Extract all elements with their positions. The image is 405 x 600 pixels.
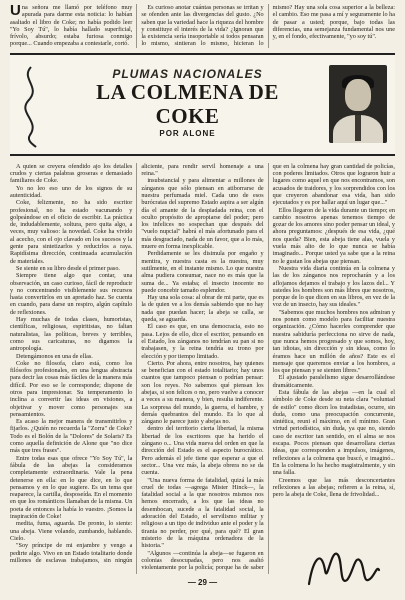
- article-paragraph: Ellos llegaron de la vida durante un tiempo; en cambio nosotros apenas tenemos tiempo de gozar de los amores sino poder pensar un ideal, y ahora preguntamos: ¿después de esa vida, ¿qué nos queda? Bien, esta abeja tiene alas, vuela y vuela más alto de lo que nunca se había imaginado... Porque usted ya sabe que a la reina no le gustan los abejas que piensan.: [272, 206, 395, 265]
- drop-cap: U: [10, 2, 21, 19]
- article-paragraph: El ajustado paralelismo sigue desarrollándose dramáticamente.: [272, 374, 395, 389]
- article-paragraph: Es acaso la mejor manera de transmitirlos y fijarlos. ¿Quién no recuerda la "Zorra" de Coke? Todo es el Bolón de la "Dolores" de Solaris? Es como aquella definición de Alone que "no dice más que tres frases".: [10, 418, 133, 455]
- article-paragraph: Hay muchas de todas clases, humoristas, científicas, religiosas, espiritistas, no faltan naturalistas, las políticas, breves y terribles, como sus caricaturas, no digamos la antropología.: [10, 316, 133, 353]
- article-paragraph: Coke no filosofa, claro está, como los filósofos profesionales, en una lengua abstracta para decir las cosas más fáciles de la manera más difícil. Por eso se le corresponde; dispone de otros para impresionar. Su temperamento lo inclina a convertir las ideas en visiones, a objetivar y mover como personajes sus pensamientos.: [10, 359, 133, 418]
- article-paragraph: Coke, felizmente, no ha sido escritor profesional, no ha estado vacunando y golpeándose en el oficio de escribir. La práctica de, indudablemente, soltura, pero quita algo, a veces, muy valioso: la novedad. Coke ha vivido al acecho, con el ojo clavado en los sucesos y la gente para sintetizarlos y reducirlos a raya. Rapidísima dirección, continuada acumulación de materiales.: [10, 199, 133, 265]
- article-paragraph: Hay una sola cosa: al obrar de mi parte, que es la de quien ve a los demás sabiendo que no hay nada que puedan hacer; la abeja se calla, se queda, se aguarda.: [141, 294, 264, 324]
- handwritten-flourish-icon: [16, 63, 46, 149]
- article-paragraph: "Algunos —continúa la abeja—se fugaron en colonias desocupadas, pero nos asaltó violentamente por la policía; porque ha de saber que en la colmena hay gran cantidad de policías, con poderes limitados. Otros que lograron huir a lugares como aquel en que nos encontramos, son acusados de traidores, y los sorprendidos con los que creyeron abandonar esa vida, han sido ejecutados y es por hallar aquí un lugar que...": [141, 162, 395, 572]
- article-paragraph: Entre todas esas que ofrece "Yo Soy Tú", la fábula de las abejas la consideramos completamente extraordinaria. Vale la pena detenerse en ella: en lo que dice, en lo que pensamos y en lo que sugiere. Es un tema que reaparece, la cartilla, desposeída. En el momento en que los románticos llamaban de la misma. Un poeta de entonces la había lo vuestro. ¡Somos la inspiración de Coke!: [10, 454, 133, 521]
- article-paragraph: Se siente en su libro desde el primer paso.: [16, 264, 120, 272]
- article-paragraph: "Sabemos que muchos hombres nos admiran y nos ponen como modelo para facilitar nuestra organización. ¿Cómo hacerles comprender que nuestra sabiduría perfecciona no sirve de nada, que nunca hemos progresado y que somos, hoy, tan idiotas, sin dirección y sin ideas, como lo éramos hace un millón de años? Este es el mensaje que queremos enviar a los hombres, a los que piensan y se sienten libres.": [272, 308, 395, 375]
- article-paragraph: Perdidamente se les disimula por engaño y mentira, y nuestra casta es la nuestra, muy sutilmente, en el instante mismo. Lo que nuestra alma pudiera consumar, nace no es más que la suma de... Ya estaba; el insecto inocente no puede concebir tamaño esplendor.: [141, 250, 264, 294]
- byline: POR ALONE: [159, 128, 216, 138]
- page-number: — 29 —: [187, 578, 218, 587]
- article-paragraph: Nuestra vida diaria continúa en la colmena y las de los zánganos nos reprocharán y a los aflojamos dejamos el trabajo y los lazos del... Y ustedes los hombres son más libres que nosotros, porque de lo que dicen en sus libros, en vez de la voz de un insecto, hay sus ideales.": [272, 264, 395, 309]
- article-paragraph: Siempre tiene algo que contar, una observación, un caso curioso, fácil de reproducir y no concentrando visiblemente sus recursos hasta convertirlos en un apretado haz. Se cuenta en cuando, para darse un respiro, algún capítulo de reflexiones.: [10, 272, 133, 316]
- headline-line-1: LA COLMENA DE: [96, 79, 279, 104]
- article-paragraph: El caso es que, en una democracia, esto no pasa. Lejos de ello, dice el escritor, pensando en el Estado, los zánganos no tendrían su pan si no trabajasen, y la reina tendría su trono por elección y por tiempo limitado.: [141, 323, 264, 360]
- article-paragraph: medita, fuma, aguarda. De pronto, lo siente: una abeja. Viene volando, zumbando, hablando. Cielo.: [10, 520, 133, 542]
- article-paragraph: "Una nueva forma de fatalidad, quizá la más cruel de todas —agrega Mister Hinck—, la fatalidad social a la que nosotros mismos nos hemos encerrado, a los que las ideas no desembocan, sucede a la fatalidad social, la adoración del Estado, el servilismo militar y religioso a un tipo de individuo ante el poder y la tirania no perder, por qué, para qué? El gran misterio de la máquina ordenadora de la historia.": [141, 476, 264, 550]
- article-paragraph: insubstancial y para alimentar a millones de zánganos que sólo piensan en atiborrarse de nuestra perfumada miel. Cada uno de esos burócratas del supremo Estado aspira a ser algún día el amante de la despiadada reina, con el oculto propósito de apropiarse del poder; pero los infelices no sospechan que después del "vuelo nupcial" habrá el más afortunado para el más desgraciado, nada de un favor, que a lo más, muere en forma inexplicable.: [141, 177, 264, 251]
- article-paragraph: Detengámonos en una de ellas.: [16, 352, 93, 360]
- article-paragraph: Creemos que las más desconcertantes reflexiones a las abejas; refieren a la reina, sí, pero la abeja de Coke, llena de frivolidad...: [272, 476, 395, 499]
- article-paragraph: Es curioso anotar cuántas personas se irritan y se ofenden ante las divergencias del gusto. ¿No saben que la variedad hace la riqueza del hombre y constituye el interés de la vida? ¿Ignoran que la existencia sería insoportable si todos pensaran lo mismo, sintieran lo mismo, hicieran lo mismo? Hay una sola cosa superior a la belleza: el cambio. Eso me pasa a mí y seguramente lo ha de pasar a usted; porque, bajo todas las diferencias, una semejanza fundamental nos une y, en el fondo, efectivamente, "yo soy tú".: [141, 4, 395, 48]
- article-paragraph: "Soy príncipe de mi enjambre y vengo a pedirte algo. Vivo en un Estado totalitario donde millones de esclavas trabajamos, sin ningún aliciente, para rendir servil homenaje a una reina.": [10, 162, 264, 564]
- author-portrait: [329, 65, 387, 143]
- article-paragraph: dentro del territorio cierta libertad, la misma libertad de los escritores que ha herido el zángano o... Una vida nueva del orden en que la dirección del Estado es el aspecto burocrático. Pero además el jefe tiene que esperar a que el sector... Una vez más, la abeja obrera no se da cuenta.: [141, 425, 264, 477]
- article-paragraph: A quien se creyera ofendido ajo los detalles crudos y ciertas palabras groseras e demasiado familiares de Coke.: [10, 162, 133, 185]
- title-block: [54, 67, 321, 138]
- article-title-banner: [10, 53, 395, 156]
- article-body: [10, 4, 395, 574]
- series-label: PLUMAS NACIONALES: [112, 67, 263, 82]
- article-paragraph: Una señora me llamó por teléfono muy apurada para darme esta noticia: lo habían asaltado el libro de Coke; no había podido leer "Yo Soy Tú", lo había hallado superficial, frívolo, absurdo; estaba furiosa conmigo porque... Cuando empezaba a contestarle, cortó.: [10, 2, 133, 48]
- article-paragraph: Esta fábula de las abejas —en la cual el símbolo de Coke desde su neta clara "voluntad de estilo" como dicen los tratadistas, ocurre, sin duda, como una preocupación concurrente, sintética, reuni el máximo, en el mínimo. Gran virtud periodística, sin duda, ya que no, siendo caso de escritor tan sentido, en el alma se nos escapa. Pocos piensan que desarrollara ciertas ideas, que corresponden a impulsos, imágenes, reflexiones a la colmena que buscó, e imaginó... En la colmena lo ha hecho magistralmente, y sin una falla.: [272, 388, 395, 477]
- article-paragraph: Yo no leo eso uno de los signos de su autenticidad.: [10, 184, 133, 199]
- article-paragraph: Cierto. Por ahora, entre nosotros, hay quienes se benefician con el estado totalitario; hay unos cuantos que tampoco piensan o podrían pensar: son los reyes. No sabemos qué piensan los abejas, si son felices o no, pero vuelve a conocer a veces a su manera, y bien, resulta indiferente. La sorpresa del mundo, la guerra, el hambre, y demás quebrantos del mundo. Es lo que al zángano le parece justo y abejas no.: [141, 359, 264, 426]
- headline-line-2: COKE: [155, 103, 220, 128]
